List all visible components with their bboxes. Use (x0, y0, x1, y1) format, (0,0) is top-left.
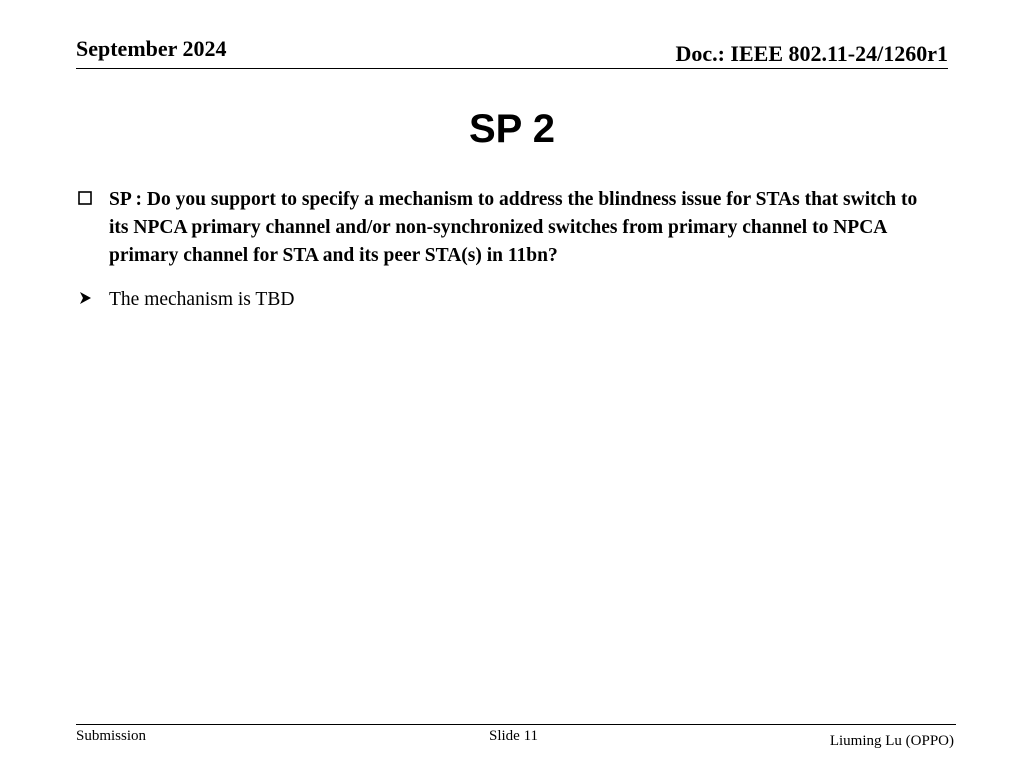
arrow-bullet-icon (78, 286, 102, 310)
bullet-item-mechanism (76, 286, 936, 314)
mechanism-text: The mechanism is TBD (109, 289, 295, 310)
sp-question-text: SP : Do you support to specify a mechanism to address the blindness issue for STAs that switch to its NPCA primary channel and/or non-synchronized switches from primary channel to NPCA primary channel for STA and its peer STA(s) in 11bn? (109, 189, 918, 266)
footer-author: Liuming Lu (OPPO) (829, 733, 954, 749)
slide-content (76, 186, 936, 314)
header-date: September 2024 (76, 36, 227, 61)
checkbox-bullet-icon (78, 186, 102, 210)
header-doc-id: Doc.: IEEE 802.11-24/1260r1 (675, 41, 948, 66)
bullet-item-sp (76, 186, 936, 270)
footer-submission: Submission (76, 728, 147, 744)
slide-title: SP 2 (469, 107, 555, 151)
footer-divider (76, 724, 956, 725)
header-divider (76, 68, 948, 69)
footer-slide-number: Slide 11 (489, 728, 539, 744)
